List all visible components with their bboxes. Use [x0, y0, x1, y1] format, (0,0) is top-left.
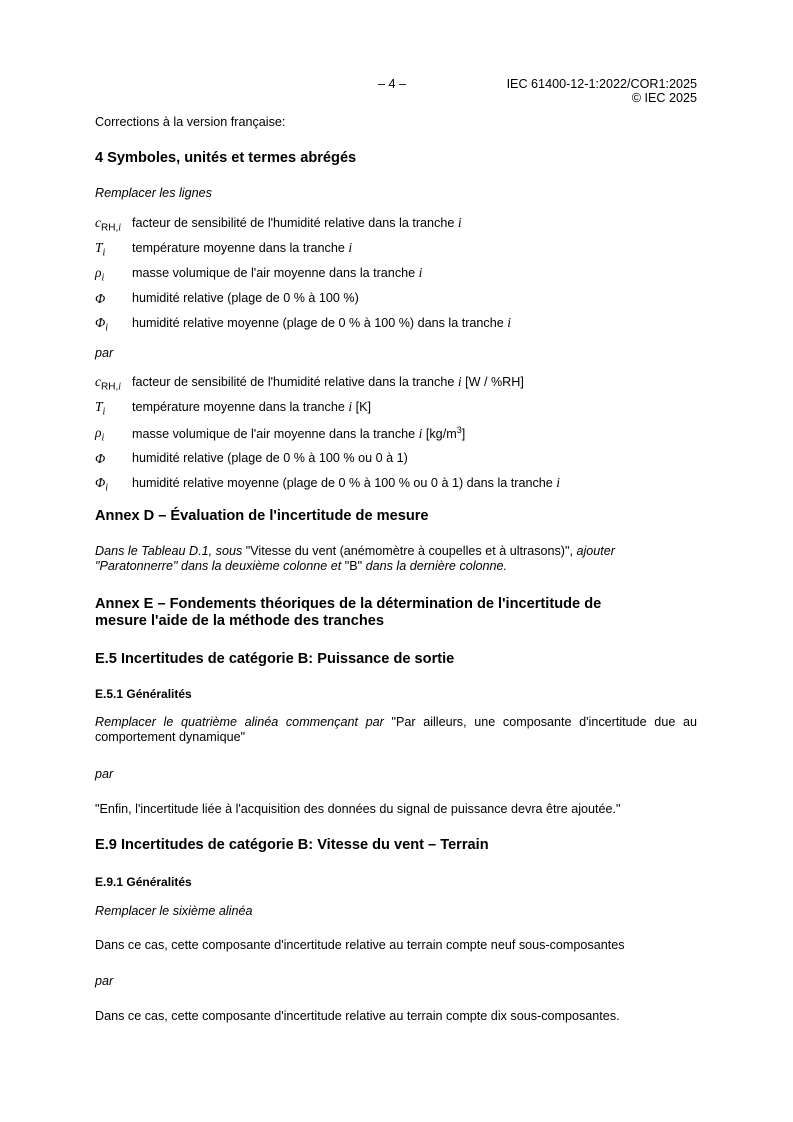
annex-d-heading: Annex D – Évaluation de l'incertitude de mesure: [95, 508, 429, 524]
symbol-description: température moyenne dans la tranche i: [132, 240, 353, 255]
par-label-1: par: [95, 346, 114, 360]
symbol-description: température moyenne dans la tranche i [K]: [132, 399, 371, 414]
copyright: © IEC 2025: [631, 91, 697, 105]
symbol-description: humidité relative moyenne (plage de 0 % à 100 %) dans la tranche i: [132, 315, 512, 330]
old-symbol-row: [95, 315, 697, 333]
symbol-description: masse volumique de l'air moyenne dans la tranche i $[kg/m^3]$: [132, 425, 466, 442]
annex-e-heading-line2: mesure l'aide de la méthode des tranches: [95, 613, 384, 629]
new-symbol-row: [95, 374, 697, 392]
annex-e-heading: [95, 596, 697, 630]
symbol-description: humidité relative (plage de 0 % à 100 % ou 0 à 1): [132, 451, 408, 465]
symbol: $T_i$: [95, 399, 106, 418]
e51-replace-it: Remplacer le quatrième alinéa commençant par: [95, 715, 392, 729]
new-symbol-row: [95, 475, 697, 493]
old-symbol-row: [95, 265, 697, 283]
new-symbol-row: [95, 425, 697, 443]
intro-text: Corrections à la version française:: [95, 115, 286, 129]
par-label-2: par: [95, 767, 114, 781]
annex-d-paragraph: [95, 544, 697, 574]
old-symbol-row: [95, 291, 697, 309]
annex-d-p-n1: "Vitesse du vent (anémomètre à coupelles et à ultrasons)",: [245, 544, 577, 558]
doc-ref: IEC 61400-12-1:2022/COR1:2025: [506, 77, 697, 91]
page-number: – 4 –: [378, 77, 407, 91]
symbol: $\Phi_i$: [95, 475, 109, 494]
e51-replace-quote: "Par ailleurs, une composante d'incertitude due au comportement dynamique": [95, 715, 697, 744]
annex-d-p-it3: dans la dernière colonne.: [365, 559, 508, 573]
e91-heading: E.9.1 Généralités: [95, 875, 192, 889]
e51-new-text: "Enfin, l'incertitude liée à l'acquisition des données du signal de puissance devra être ajoutée.": [95, 802, 621, 816]
document-reference: [507, 77, 697, 105]
annex-e-heading-line1: Annex E – Fondements théoriques de la détermination de l'incertitude de: [95, 596, 602, 612]
annex-d-p-n2: "B": [344, 559, 366, 573]
annex-d-p-it2: ajouter "Paratonnerre" dans la deuxième colonne et: [95, 544, 615, 573]
symbol: $c_{RH,i}$: [95, 215, 122, 234]
symbol: Φ: [95, 291, 106, 306]
symbol: $c_{RH,i}$: [95, 374, 122, 393]
old-symbol-row: [95, 215, 697, 233]
symbol: $\rho_i$: [95, 265, 105, 284]
e91-replace-label: Remplacer le sixième alinéa: [95, 904, 253, 918]
symbol: $\rho_i$: [95, 425, 105, 444]
e51-heading: E.5.1 Généralités: [95, 687, 192, 701]
replace-lines-label: Remplacer les lignes: [95, 186, 212, 200]
symbol: $\Phi_i$: [95, 315, 109, 334]
symbol-description: facteur de sensibilité de l'humidité relative dans la tranche i: [132, 215, 462, 230]
e51-replace-paragraph: [95, 715, 697, 745]
par-label-3: par: [95, 974, 114, 988]
symbol-description: humidité relative (plage de 0 % à 100 %): [132, 291, 359, 305]
new-symbol-row: [95, 399, 697, 417]
old-symbol-row: [95, 240, 697, 258]
symbol-description: masse volumique de l'air moyenne dans la tranche i: [132, 265, 423, 280]
symbol-description: facteur de sensibilité de l'humidité relative dans la tranche i [W / %RH]: [132, 374, 524, 389]
e9-heading: E.9 Incertitudes de catégorie B: Vitesse du vent – Terrain: [95, 837, 489, 853]
symbol: $T_i$: [95, 240, 106, 259]
section-4-heading: 4 Symboles, unités et termes abrégés: [95, 150, 357, 166]
new-symbol-row: [95, 451, 697, 469]
annex-d-p-it1: Dans le Tableau D.1, sous: [95, 544, 246, 558]
e91-new-text: Dans ce cas, cette composante d'incertitude relative au terrain compte dix sous-composantes.: [95, 1009, 620, 1023]
e91-old-text: Dans ce cas, cette composante d'incertitude relative au terrain compte neuf sous-composantes: [95, 938, 625, 952]
e5-heading: E.5 Incertitudes de catégorie B: Puissance de sortie: [95, 651, 455, 667]
symbol-description: humidité relative moyenne (plage de 0 % à 100 % ou 0 à 1) dans la tranche i: [132, 475, 561, 490]
symbol: Φ: [95, 451, 106, 466]
